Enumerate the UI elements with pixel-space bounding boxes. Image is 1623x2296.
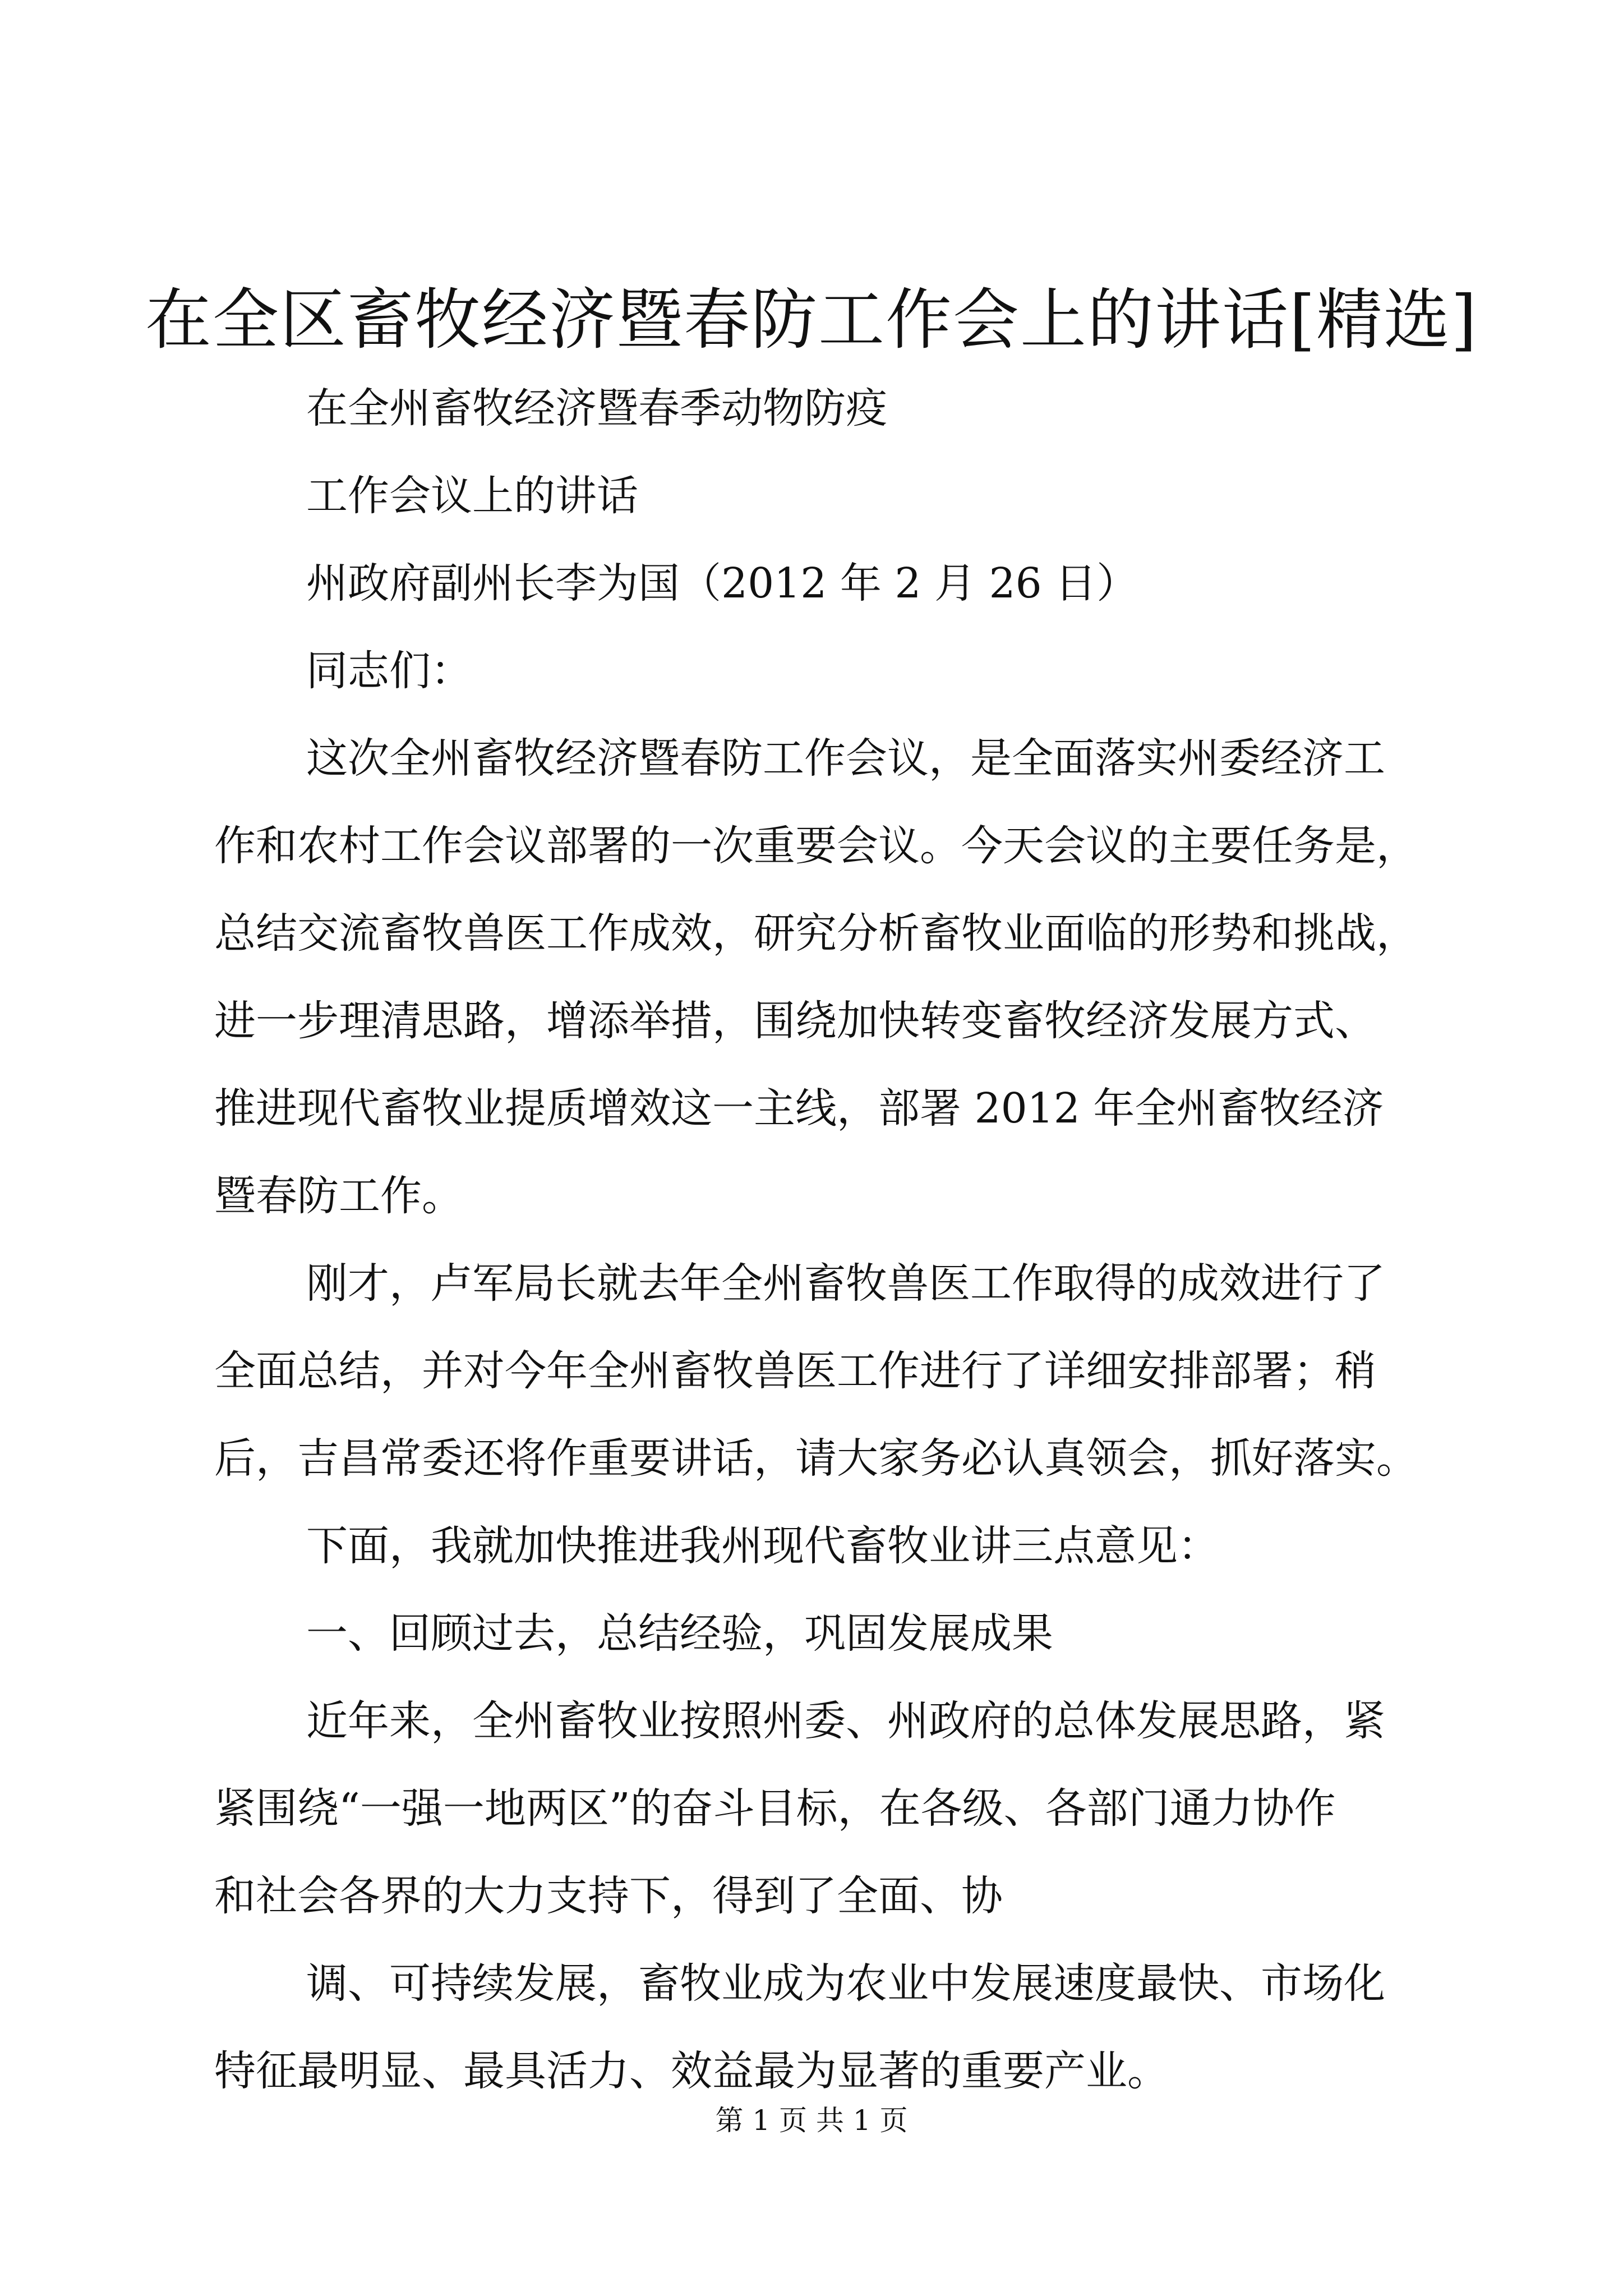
text-line: 下面，我就加快推进我州现代畜牧业讲三点意见： [306, 1522, 1219, 1570]
text-line: 和社会各界的大力支持下，得到了全面、协 [214, 1872, 1003, 1920]
text-line: 工作会议上的讲话 [306, 472, 638, 520]
text-line: 近年来，全州畜牧业按照州委、州政府的总体发展思路，紧 [306, 1697, 1385, 1745]
text-line: 总结交流畜牧兽医工作成效，研究分析畜牧业面临的形势和挑战， [214, 909, 1418, 958]
text-line: 州政府副州长李为国（2012 年 2 月 26 日） [306, 559, 1138, 608]
text-line: 紧围绕“一强一地两区”的奋斗目标，在各级、各部门通力协作 [214, 1784, 1336, 1833]
text-line: 作和农村工作会议部署的一次重要会议。今天会议的主要任务是， [214, 822, 1418, 870]
document-title: 在全区畜牧经济暨春防工作会上的讲话[精选] [145, 281, 1478, 358]
text-line: 全面总结，并对今年全州畜牧兽医工作进行了详细安排部署；稍 [214, 1347, 1376, 1395]
document-body [214, 365, 1417, 2115]
text-line: 暨春防工作。 [214, 1172, 463, 1220]
text-line: 同志们： [306, 647, 472, 695]
page-footer: 第 1 页 共 1 页 [715, 2104, 908, 2137]
text-line: 后，吉昌常委还将作重要讲话，请大家务必认真领会，抓好落实。 [214, 1434, 1418, 1483]
text-line: 推进现代畜牧业提质增效这一主线，部署 2012 年全州畜牧经济 [214, 1084, 1384, 1133]
text-line: 调、可持续发展，畜牧业成为农业中发展速度最快、市场化 [306, 1959, 1385, 2008]
text-line: 这次全州畜牧经济暨春防工作会议，是全面落实州委经济工 [306, 734, 1385, 783]
text-line: 进一步理清思路，增添举措，围绕加快转变畜牧经济发展方式、 [214, 997, 1376, 1045]
text-line: 在全州畜牧经济暨春季动物防疫 [306, 384, 887, 432]
text-line: 刚才，卢军局长就去年全州畜牧兽医工作取得的成效进行了 [306, 1259, 1385, 1308]
text-line: 特征最明显、最具活力、效益最为显著的重要产业。 [214, 2047, 1169, 2095]
text-line: 一、回顾过去，总结经验，巩固发展成果 [306, 1609, 1053, 1658]
